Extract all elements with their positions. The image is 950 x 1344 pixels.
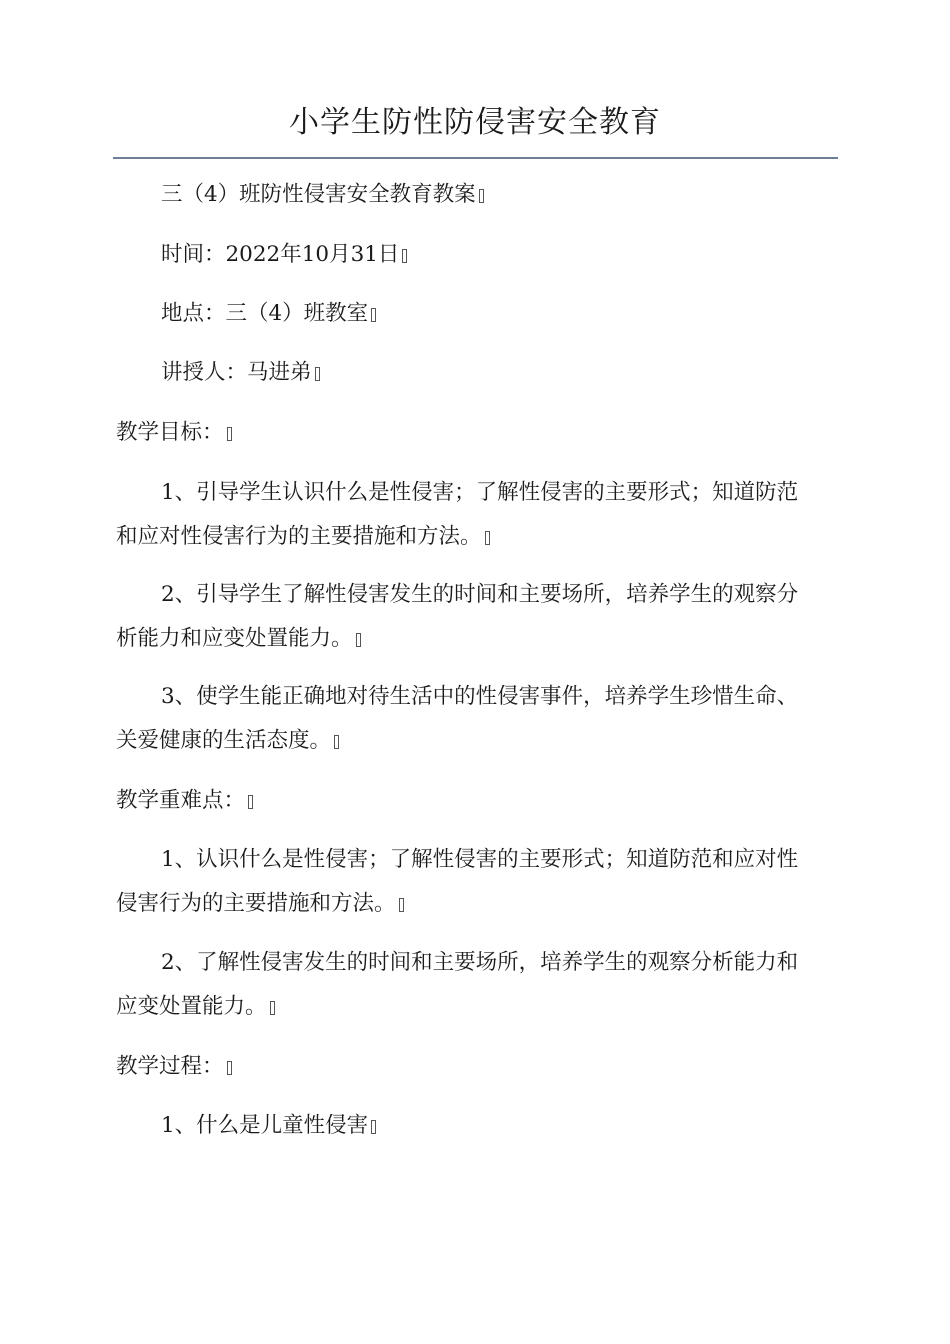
goal-1-line-2 [116, 522, 490, 552]
paragraph-text: 地点：三（4）班教室 [161, 301, 369, 326]
paragraph-mark-icon [399, 898, 404, 912]
paragraph-lecturer [161, 358, 320, 388]
goal-3-line-2 [116, 726, 339, 756]
heading-key-points [116, 786, 253, 816]
paragraph-text: 1、什么是儿童性侵害 [161, 1113, 369, 1138]
paragraph-class-plan [161, 180, 484, 210]
paragraph-text: 应变处置能力。 [116, 994, 267, 1019]
paragraph-mark-icon [334, 735, 339, 749]
paragraph-text: 时间：2022年10月31日 [161, 242, 400, 267]
paragraph-mark-icon [315, 367, 320, 381]
key-1-line-2 [116, 889, 404, 919]
key-2-line-1 [161, 948, 798, 978]
goal-3-line-1 [161, 682, 798, 712]
key-2-line-2 [116, 992, 275, 1022]
paragraph-text: 三（4）班防性侵害安全教育教案 [161, 182, 476, 207]
heading-text: 教学目标： [116, 420, 224, 445]
title-divider [113, 157, 838, 159]
paragraph-text: 关爱健康的生活态度。 [116, 728, 332, 753]
goal-1-line-1 [161, 478, 798, 508]
paragraph-text: 讲授人：马进弟 [161, 360, 312, 385]
paragraph-mark-icon [479, 189, 484, 203]
paragraph-text: 侵害行为的主要措施和方法。 [116, 891, 396, 916]
paragraph-mark-icon [248, 795, 253, 809]
goal-2-line-2 [116, 624, 361, 654]
paragraph-mark-icon [485, 531, 490, 545]
paragraph-text: 析能力和应变处置能力。 [116, 626, 353, 651]
heading-text: 教学过程： [116, 1054, 224, 1079]
paragraph-text: 1、引导学生认识什么是性侵害；了解性侵害的主要形式；知道防范 [161, 480, 799, 505]
paragraph-text: 2、了解性侵害发生的时间和主要场所，培养学生的观察分析能力和 [161, 950, 799, 975]
paragraph-mark-icon [356, 633, 361, 647]
paragraph-mark-icon [371, 308, 376, 322]
heading-teaching-goals [116, 418, 232, 448]
paragraph-text: 和应对性侵害行为的主要措施和方法。 [116, 524, 482, 549]
paragraph-place [161, 299, 376, 329]
process-1 [161, 1111, 376, 1141]
paragraph-mark-icon [227, 1061, 232, 1075]
key-1-line-1 [161, 845, 798, 875]
goal-2-line-1 [161, 580, 798, 610]
paragraph-mark-icon [270, 1001, 275, 1015]
paragraph-text: 1、认识什么是性侵害；了解性侵害的主要形式；知道防范和应对性 [161, 847, 799, 872]
document-title: 小学生防性防侵害安全教育 [289, 105, 661, 140]
heading-teaching-process [116, 1052, 232, 1082]
paragraph-time [161, 240, 407, 270]
heading-text: 教学重难点： [116, 788, 246, 813]
paragraph-mark-icon [402, 249, 407, 263]
paragraph-mark-icon [371, 1120, 376, 1134]
paragraph-mark-icon [227, 427, 232, 441]
paragraph-text: 2、引导学生了解性侵害发生的时间和主要场所，培养学生的观察分 [161, 582, 799, 607]
paragraph-text: 3、使学生能正确地对待生活中的性侵害事件，培养学生珍惜生命、 [161, 684, 799, 709]
